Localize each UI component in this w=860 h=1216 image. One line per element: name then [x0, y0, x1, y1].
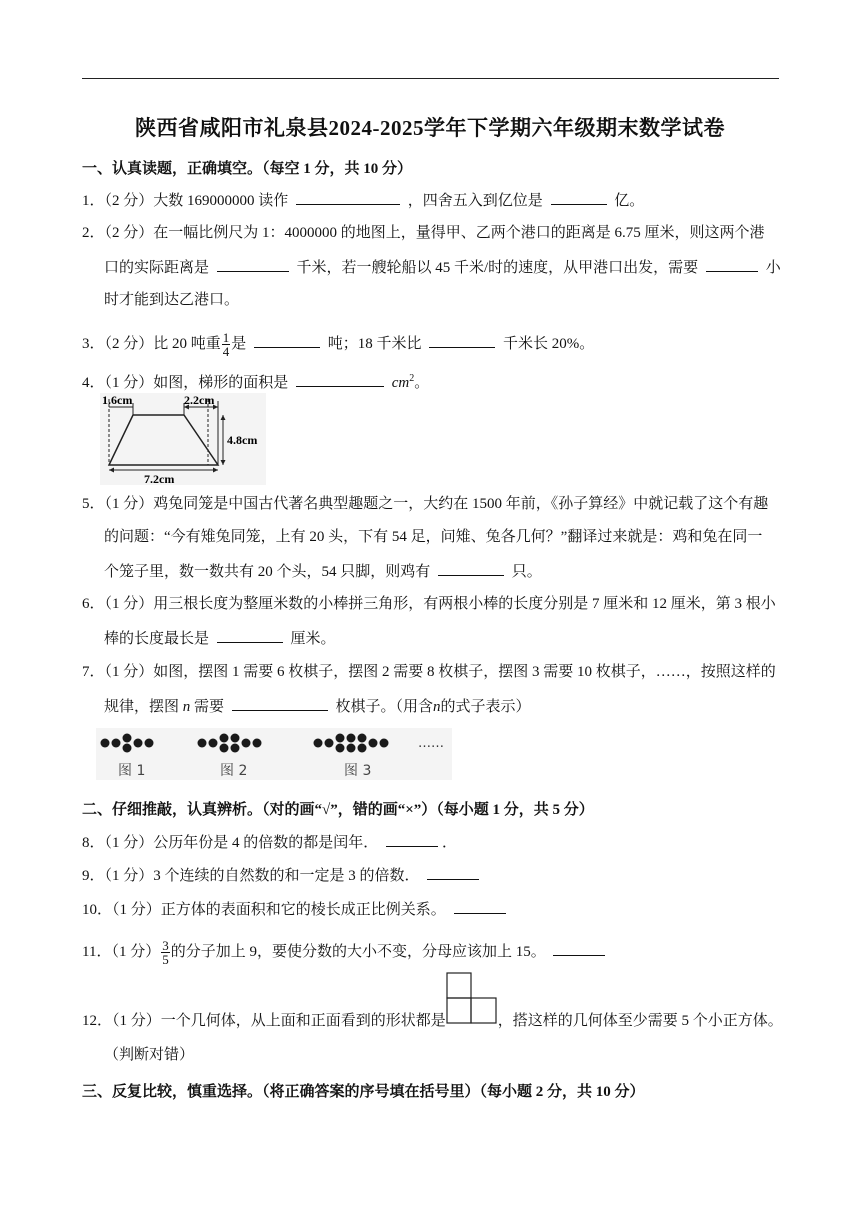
q2-text-c: 小	[765, 260, 781, 276]
q6-text-b: 厘米。	[290, 631, 336, 647]
q1-text-b: ，四舍五入到亿位是	[407, 193, 543, 209]
q4-end: 。	[414, 375, 430, 391]
chess-piece	[336, 734, 345, 743]
question-5-line-1: 5．（1 分）鸡兔同笼是中国古代著名典型趣题之一，大约在 1500 年前，《孙子算经》中就记载了这个有趣	[82, 496, 769, 512]
answer-blank	[386, 832, 438, 847]
q7-text-b: 需要	[194, 699, 225, 715]
question-3	[82, 331, 594, 358]
chess-piece	[358, 744, 367, 753]
figure-2-label: 图 2	[220, 763, 248, 779]
q5-text-b: 只。	[511, 564, 542, 580]
square-cell	[447, 998, 471, 1023]
chess-piece	[134, 739, 143, 748]
q8-text: 8．（1 分）公历年份是 4 的倍数的都是闰年．	[82, 835, 379, 851]
question-11	[82, 939, 609, 966]
figure-3-label: 图 3	[344, 763, 372, 779]
question-7-line-1: 7．（1 分）如图，摆图 1 需要 6 枚棋子，摆图 2 需要 8 枚棋子，摆图 3 需要 10 枚棋子，……，按照这样的	[82, 664, 776, 680]
answer-blank	[217, 257, 289, 272]
question-12-line-2: （判断对错）	[104, 1047, 195, 1063]
q1-text-c: 亿。	[614, 193, 645, 209]
variable-n: n	[433, 699, 441, 715]
question-5-line-3	[104, 561, 542, 582]
figure-background	[96, 728, 452, 780]
question-2-line-3: 时才能到达乙港口。	[104, 292, 240, 308]
answer-blank	[232, 696, 328, 711]
answer-blank	[254, 333, 320, 348]
q7-text-a: 规律，摆图	[104, 699, 180, 715]
q5-text-a: 个笼子里，数一数共有 20 个头，54 只脚，则鸡有	[104, 564, 431, 580]
chess-piece	[242, 739, 251, 748]
q7-text-c: 枚棋子。（用含	[335, 699, 434, 715]
chess-piece	[314, 739, 323, 748]
fraction-denominator: 4	[222, 344, 230, 359]
variable-n: n	[182, 699, 191, 715]
answer-blank	[454, 899, 506, 914]
chess-pattern-figure	[96, 728, 452, 780]
question-7-line-2	[104, 696, 531, 717]
q3-text-a: 3．（2 分）比 20 吨重	[82, 335, 221, 352]
answer-blank	[706, 257, 758, 272]
chess-piece	[369, 739, 378, 748]
chess-piece	[112, 739, 121, 748]
chess-piece	[253, 739, 262, 748]
chess-piece	[101, 739, 110, 748]
question-5-line-2: 的问题：“今有雉兔同笼，上有 20 头，下有 54 足，问雉、兔各几何？”翻译过来就是：鸡和兔在同一	[104, 529, 763, 545]
figure-1-label: 图 1	[118, 763, 146, 779]
q9-text: 9．（1 分）3 个连续的自然数的和一定是 3 的倍数．	[82, 868, 420, 884]
chess-piece	[198, 739, 207, 748]
view-shape-figure	[446, 972, 498, 1026]
question-12	[82, 1011, 783, 1031]
chess-piece	[145, 739, 154, 748]
answer-blank	[553, 941, 605, 956]
question-2-line-1: 2．（2 分）在一幅比例尺为 1：4000000 的地图上，量得甲、乙两个港口的距离是 6.75 厘米，则这两个港	[82, 225, 765, 241]
section-heading-3: 三、反复比较，慎重选择。（将正确答案的序号填在括号里）（每小题 2 分，共 10 分）	[82, 1084, 645, 1100]
answer-blank	[427, 865, 479, 880]
q6-text-a: 棒的长度最长是	[104, 631, 210, 647]
chess-piece	[220, 734, 229, 743]
question-1	[82, 190, 644, 211]
chess-piece	[123, 744, 132, 753]
chess-piece	[220, 744, 229, 753]
chess-piece	[209, 739, 218, 748]
ellipsis-label: ……	[418, 736, 444, 751]
label-base: 7.2cm	[144, 472, 175, 485]
unit-exponent: 2	[409, 373, 415, 384]
chess-piece	[347, 734, 356, 743]
chess-piece	[347, 744, 356, 753]
chess-piece	[380, 739, 389, 748]
q11-text-a: 11．（1 分）	[82, 943, 161, 960]
section-heading-1: 一、认真读题，正确填空。（每空 1 分，共 10 分）	[82, 161, 413, 177]
answer-blank	[551, 190, 607, 205]
chess-piece	[336, 744, 345, 753]
q3-text-c: 吨；18 千米比	[327, 335, 422, 352]
question-4	[82, 369, 429, 393]
chess-piece	[358, 734, 367, 743]
fraction-numerator: 3	[162, 938, 169, 953]
chess-piece	[231, 734, 240, 743]
answer-blank	[296, 372, 384, 387]
answer-blank	[438, 561, 504, 576]
answer-blank	[296, 190, 400, 205]
question-8	[82, 832, 457, 853]
chess-piece	[123, 734, 132, 743]
q2-text-a: 口的实际距离是	[104, 260, 210, 276]
q1-text-a: 1．（2 分）大数 169000000 读作	[82, 193, 289, 209]
question-6-line-2	[104, 628, 336, 649]
label-left-offset: 1.6cm	[102, 393, 133, 407]
label-right-offset: 2.2cm	[184, 393, 215, 407]
fraction-denominator: 5	[162, 952, 169, 967]
trapezoid-figure	[100, 393, 266, 485]
fraction	[222, 331, 231, 358]
chess-piece	[325, 739, 334, 748]
square-cell	[447, 973, 471, 998]
q11-text-b: 的分子加上 9，要使分数的大小不变，分母应该加上 15。	[170, 943, 546, 960]
q3-text-b: 是	[231, 335, 247, 352]
q7-text-d: 的式子表示）	[440, 699, 531, 715]
q2-text-b: 千米，若一艘轮船以 45 千米/时的速度，从甲港口出发，需要	[296, 260, 699, 276]
page-title: 陕西省咸阳市礼泉县2024-2025学年下学期六年级期末数学试卷	[135, 116, 725, 140]
q4-text-a: 4．（1 分）如图，梯形的面积是	[82, 375, 289, 391]
answer-blank	[429, 333, 495, 348]
answer-blank	[217, 628, 283, 643]
q10-text: 10．（1 分）正方体的表面积和它的棱长成正比例关系。	[82, 902, 446, 918]
chess-piece	[231, 744, 240, 753]
header-rule	[82, 78, 779, 79]
q12-text-b: ，搭这样的几何体至少需要 5 个小正方体。	[497, 1013, 783, 1029]
question-6-line-1: 6．（1 分）用三根长度为整厘米数的小棒拼三角形，有两根小棒的长度分别是 7 厘米和 12 厘米，第 3 根小	[82, 596, 776, 612]
fraction-numerator: 1	[222, 330, 230, 345]
section-heading-2: 二、仔细推敲，认真辨析。（对的画“√”，错的画“×”）（每小题 1 分，共 5 分）	[82, 802, 594, 818]
fraction	[161, 939, 170, 966]
question-9	[82, 865, 483, 886]
question-10	[82, 899, 510, 920]
q8-end: ．	[442, 835, 458, 851]
square-cell	[471, 998, 496, 1023]
label-height: 4.8cm	[227, 433, 258, 447]
q12-text-a: 12．（1 分）一个几何体，从上面和正面看到的形状都是	[82, 1013, 446, 1029]
q3-text-d: 千米长 20%。	[503, 335, 595, 352]
question-2-line-2	[104, 257, 781, 278]
unit-label: cm	[391, 375, 410, 391]
